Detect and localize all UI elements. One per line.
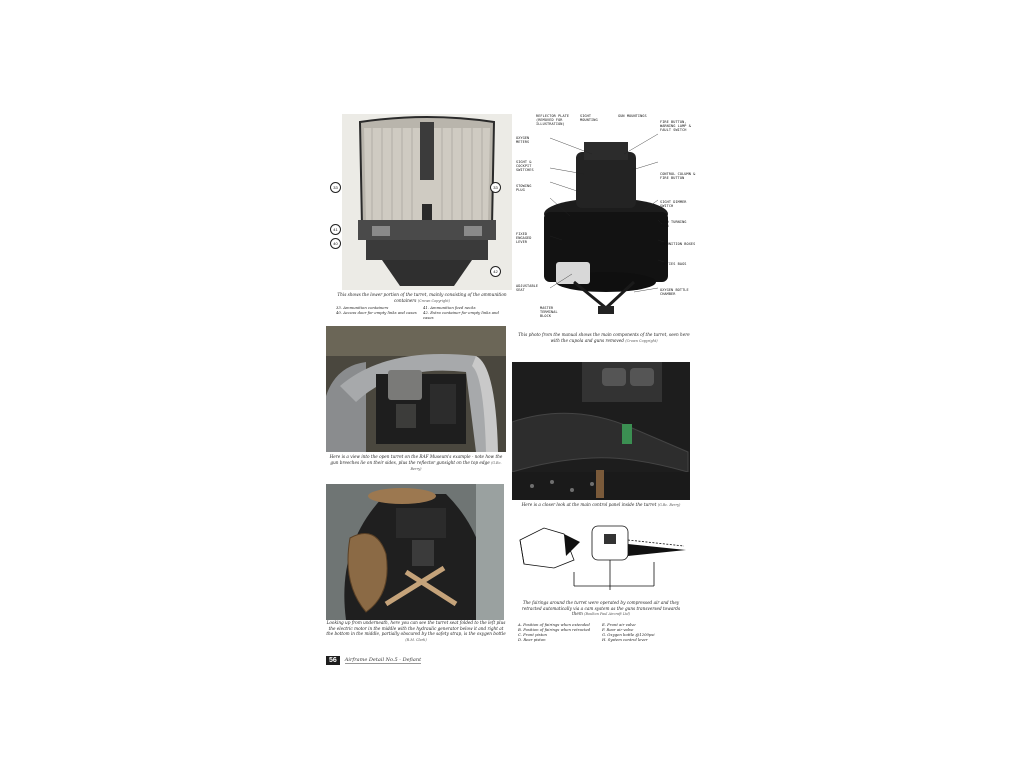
underneath-turret-photo xyxy=(326,484,504,620)
callout-stowing-plug: STOWING PLUG xyxy=(516,184,532,192)
callout-oxygen-bottle-chamber: OXYGEN BOTTLE CHAMBER xyxy=(660,288,689,296)
callout-fixed-engaged-lever: FIXED ENGAGED LEVER xyxy=(516,232,532,244)
underneath-caption xyxy=(326,620,506,643)
ammunition-containers-photo xyxy=(342,114,512,290)
ammo-legend-item: 41. Ammunition feed necks xyxy=(423,305,476,310)
control-panel-photo xyxy=(512,362,690,500)
ammunition-caption-text: This shows the lower portion of the turret, mainly consisting of the ammunition containers xyxy=(337,292,507,303)
callout-number-33-right: 33 xyxy=(490,182,501,193)
callout-number-40: 40 xyxy=(330,238,341,249)
callout-control-column: CONTROL COLUMN & FIRE BUTTON xyxy=(660,172,696,180)
fairings-schematic xyxy=(514,520,690,600)
ammunition-caption xyxy=(332,292,512,304)
fairings-legend-item: A. Position of fairings when extended xyxy=(518,622,590,627)
ammo-legend-item: 40. Access door for empty links and cases xyxy=(336,310,417,315)
fairings-caption-text: The fairings around the turret were operated by compressed air and they retracted automatically via a cam system as the guns transversed towards them xyxy=(521,600,681,617)
manual-caption-text: This photo from the manual shows the main components of the turret, seen here with the cupola and guns removed xyxy=(518,332,690,343)
page-footer xyxy=(326,654,421,666)
manual-caption-credit: (Crown Copyright) xyxy=(625,338,658,343)
fairings-legend-item: C. Front piston xyxy=(518,632,547,637)
page-number: 56 xyxy=(326,656,340,665)
ammo-legend-item: 42. Extra container for empty links and cases xyxy=(423,310,499,320)
fairings-caption-credit: (Boulton Paul Aircraft Ltd) xyxy=(584,612,630,617)
ammunition-legend xyxy=(336,305,510,320)
callout-fire-button-warning-lamp: FIRE BUTTON, WARNING LAMP & FAULT SWITCH xyxy=(660,120,691,132)
manual-caption xyxy=(518,332,690,344)
callout-number-33-left: 33 xyxy=(330,182,341,193)
magazine-page xyxy=(322,108,698,668)
underneath-caption-text: Looking up from underneath, here you can see the turret seat folded to the left plus the electric motor in the middle with the hydraulic generator below it and right at the bottom in the middle, partially obscured by the safety strap, is the oxygen bottle xyxy=(326,620,506,637)
callout-gun-mountings: GUN MOUNTINGS xyxy=(618,114,647,118)
callout-sight-cockpit-switches: SIGHT & COCKPIT SWITCHES xyxy=(516,160,534,172)
callout-sight-mounting: SIGHT MOUNTING xyxy=(580,114,598,122)
control-panel-caption-text: Here is a closer look at the main control panel inside the turret xyxy=(521,502,657,507)
fairings-legend-item: F. Rear air valve xyxy=(602,627,634,632)
raf-museum-turret-photo xyxy=(326,326,506,452)
fairings-legend-item: D. Rear piston xyxy=(518,637,546,642)
callout-reflector-plate: REFLECTOR PLATE (REMOVED FOR ILLUSTRATION) xyxy=(536,114,570,126)
control-panel-illustration xyxy=(512,362,690,500)
ammunition-illustration xyxy=(342,114,512,290)
callout-adjustable-seat: ADJUSTABLE SEAT xyxy=(516,284,539,292)
raf-museum-caption-credit: (G.Rc. Berry) xyxy=(410,460,502,472)
callout-number-41: 41 xyxy=(330,224,341,235)
fairings-legend-item: G. Oxygen bottle @1200psi xyxy=(602,632,655,637)
raf-museum-illustration xyxy=(326,326,506,452)
underneath-illustration xyxy=(326,484,504,620)
callout-oxygen-meters: OXYGEN METERS xyxy=(516,136,530,144)
callout-ammunition-boxes: AMMUNITION BOXES xyxy=(660,242,696,246)
callout-sight-dimmer-switch: SIGHT DIMMER SWITCH xyxy=(660,200,687,208)
publication-title: Airframe Detail No.5 - Defiant xyxy=(344,656,422,663)
control-panel-caption-credit: (G.Rc. Berry) xyxy=(657,503,681,507)
ammunition-caption-credit: (Crown Copyright) xyxy=(417,298,450,303)
raf-museum-caption-text: Here is a view into the open turret on the RAF Museum's example - note how the gun breeches lie on their sides, plus the reflector gunsight on the top edge xyxy=(329,454,503,465)
fairings-caption xyxy=(516,600,686,618)
callout-empties-bags: EMPTIES BAGS xyxy=(660,262,687,266)
raf-museum-caption xyxy=(328,454,504,473)
underneath-caption-credit: (R.M. Clark) xyxy=(405,637,427,642)
callout-number-42: 42 xyxy=(490,266,501,277)
callout-master-terminal-block: MASTER TERMINAL BLOCK xyxy=(540,306,558,318)
fairings-legend-item: H. System control lever xyxy=(602,637,648,642)
fairings-legend-item: E. Front air valve xyxy=(602,622,636,627)
control-panel-caption xyxy=(514,502,688,509)
fairings-illustration xyxy=(514,520,690,600)
ammo-legend-item: 33. Ammunition containers xyxy=(336,305,389,310)
fairings-legend xyxy=(518,622,686,642)
fairings-legend-item: B. Position of fairings when retracted xyxy=(518,627,591,632)
callout-hand-turning-gear: HAND TURNING GEAR xyxy=(660,220,687,228)
